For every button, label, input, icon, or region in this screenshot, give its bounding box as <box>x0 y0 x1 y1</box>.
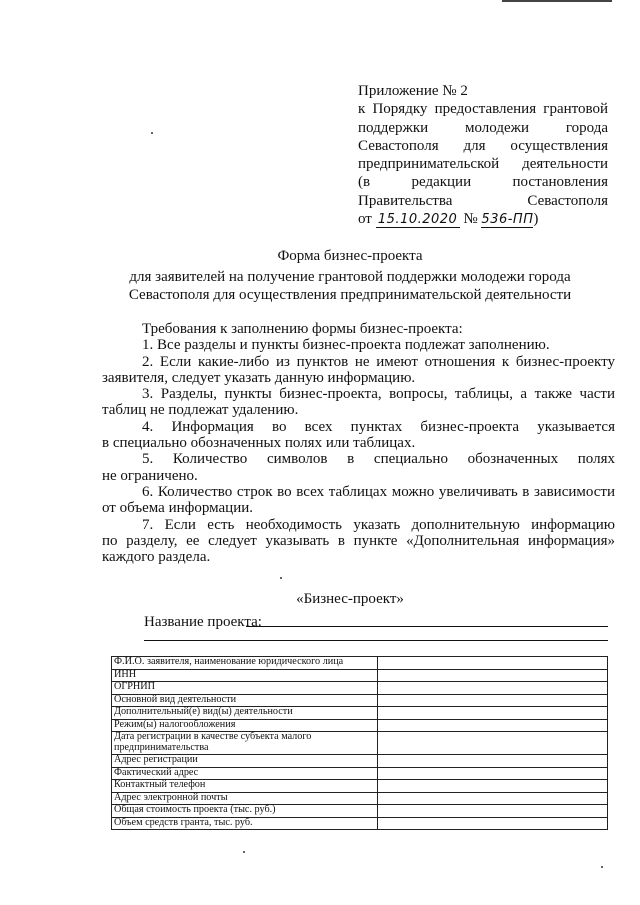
requirements-heading: Требования к заполнению формы бизнес-проекта: <box>142 321 463 337</box>
field-label: Ф.И.О. заявителя, наименование юридического лица <box>112 657 378 670</box>
applicant-info-table <box>111 656 608 830</box>
appendix-lines <box>358 100 608 210</box>
field-label: Фактический адрес <box>112 767 378 780</box>
appendix-line: Правительства Севастополя <box>358 192 608 209</box>
table-row <box>112 732 608 755</box>
appendix-line: поддержки молодежи города <box>358 119 608 136</box>
field-value[interactable] <box>377 767 607 780</box>
scan-speck <box>151 132 153 134</box>
requirement-4-rest: в специально обозначенных полях или таблицах. <box>102 435 416 452</box>
date-prefix: от <box>358 211 372 228</box>
field-label: Объем средств гранта, тыс. руб. <box>112 817 378 830</box>
requirements-section <box>102 321 615 565</box>
appendix-line: Севастополя для осуществления <box>358 137 608 154</box>
handwritten-date: 15.10.2020 <box>376 213 460 228</box>
requirement-7-mid: по разделу, ее следует указывать в пункте «Дополнительная информация» <box>102 532 615 549</box>
table-row <box>112 707 608 720</box>
project-name-field-continued[interactable] <box>144 640 608 641</box>
scan-speck <box>280 577 282 579</box>
table-row <box>112 817 608 830</box>
field-label: Режим(ы) налогообложения <box>112 719 378 732</box>
project-name-field[interactable] <box>246 626 608 627</box>
field-value[interactable] <box>377 657 607 670</box>
field-value[interactable] <box>377 755 607 768</box>
table-row <box>112 767 608 780</box>
form-subtitle-line2: Севастополя для осуществления предпринимательской деятельности <box>128 287 572 303</box>
table-row <box>112 694 608 707</box>
field-label: ИНН <box>112 669 378 682</box>
field-value[interactable] <box>377 780 607 793</box>
requirement-7-rest: каждого раздела. <box>102 549 211 566</box>
table-row <box>112 657 608 670</box>
field-value[interactable] <box>377 669 607 682</box>
requirement-3-first: 3. Разделы, пункты бизнес-проекта, вопросы, таблицы, а также части <box>142 386 615 403</box>
field-value[interactable] <box>377 817 607 830</box>
form-subtitle-line1: для заявителей на получение грантовой поддержки молодежи города <box>129 269 571 285</box>
table-row <box>112 682 608 695</box>
field-label: Контактный телефон <box>112 780 378 793</box>
field-label: Дата регистрации в качестве субъекта малого предпринимательства <box>112 732 378 755</box>
appendix-line: (в редакции постановления <box>358 174 608 191</box>
field-label: Основной вид деятельности <box>112 694 378 707</box>
requirement-4-first: 4. Информация во всех пунктах бизнес-проекта указывается <box>142 418 615 435</box>
field-label: Адрес регистрации <box>112 755 378 768</box>
requirement-5-rest: не ограничено. <box>102 467 198 484</box>
appendix-line: предпринимательской деятельности <box>358 156 608 173</box>
scan-edge-mark <box>502 0 612 2</box>
table-row <box>112 792 608 805</box>
requirement-2-rest: заявителя, следует указать данную информацию. <box>102 369 416 386</box>
table-row <box>112 719 608 732</box>
field-label: Общая стоимость проекта (тыс. руб.) <box>112 805 378 818</box>
appendix-line: к Порядку предоставления грантовой <box>358 101 608 118</box>
requirement-1: 1. Все разделы и пункты бизнес-проекта подлежат заполнению. <box>142 337 550 354</box>
table-row <box>112 669 608 682</box>
field-value[interactable] <box>377 805 607 818</box>
table-row <box>112 780 608 793</box>
field-value[interactable] <box>377 707 607 720</box>
field-value[interactable] <box>377 682 607 695</box>
table-row <box>112 755 608 768</box>
field-value[interactable] <box>377 792 607 805</box>
field-value[interactable] <box>377 732 607 755</box>
scan-speck <box>243 851 245 853</box>
handwritten-number: 536-ПП <box>481 212 534 228</box>
requirement-3-rest: таблиц не подлежат удалению. <box>102 402 299 419</box>
business-project-heading: «Бизнес-проект» <box>296 591 404 607</box>
requirement-5-first: 5. Количество символов в специально обозначенных полях <box>142 451 615 468</box>
field-value[interactable] <box>377 694 607 707</box>
requirement-2-first: 2. Если какие-либо из пунктов не имеют отношения к бизнес-проекту <box>142 353 615 370</box>
form-title: Форма бизнес-проекта <box>277 248 423 264</box>
field-label: Дополнительный(е) вид(ы) деятельности <box>112 707 378 720</box>
appendix-block <box>358 82 608 228</box>
number-prefix: № <box>463 211 478 228</box>
table-row <box>112 805 608 818</box>
appendix-signature <box>358 210 608 228</box>
requirement-6-rest: от объема информации. <box>102 500 254 517</box>
project-name-label: Название проекта: <box>144 614 262 630</box>
field-value[interactable] <box>377 719 607 732</box>
requirement-7-first: 7. Если есть необходимость указать дополнительную информацию <box>142 516 615 533</box>
closing-paren: ) <box>533 211 539 228</box>
requirement-6-first: 6. Количество строк во всех таблицах можно увеличивать в зависимости <box>142 483 615 500</box>
field-label: Адрес электронной почты <box>112 792 378 805</box>
field-label: ОГРНИП <box>112 682 378 695</box>
appendix-title: Приложение № 2 <box>358 83 468 99</box>
scan-speck <box>601 866 603 868</box>
